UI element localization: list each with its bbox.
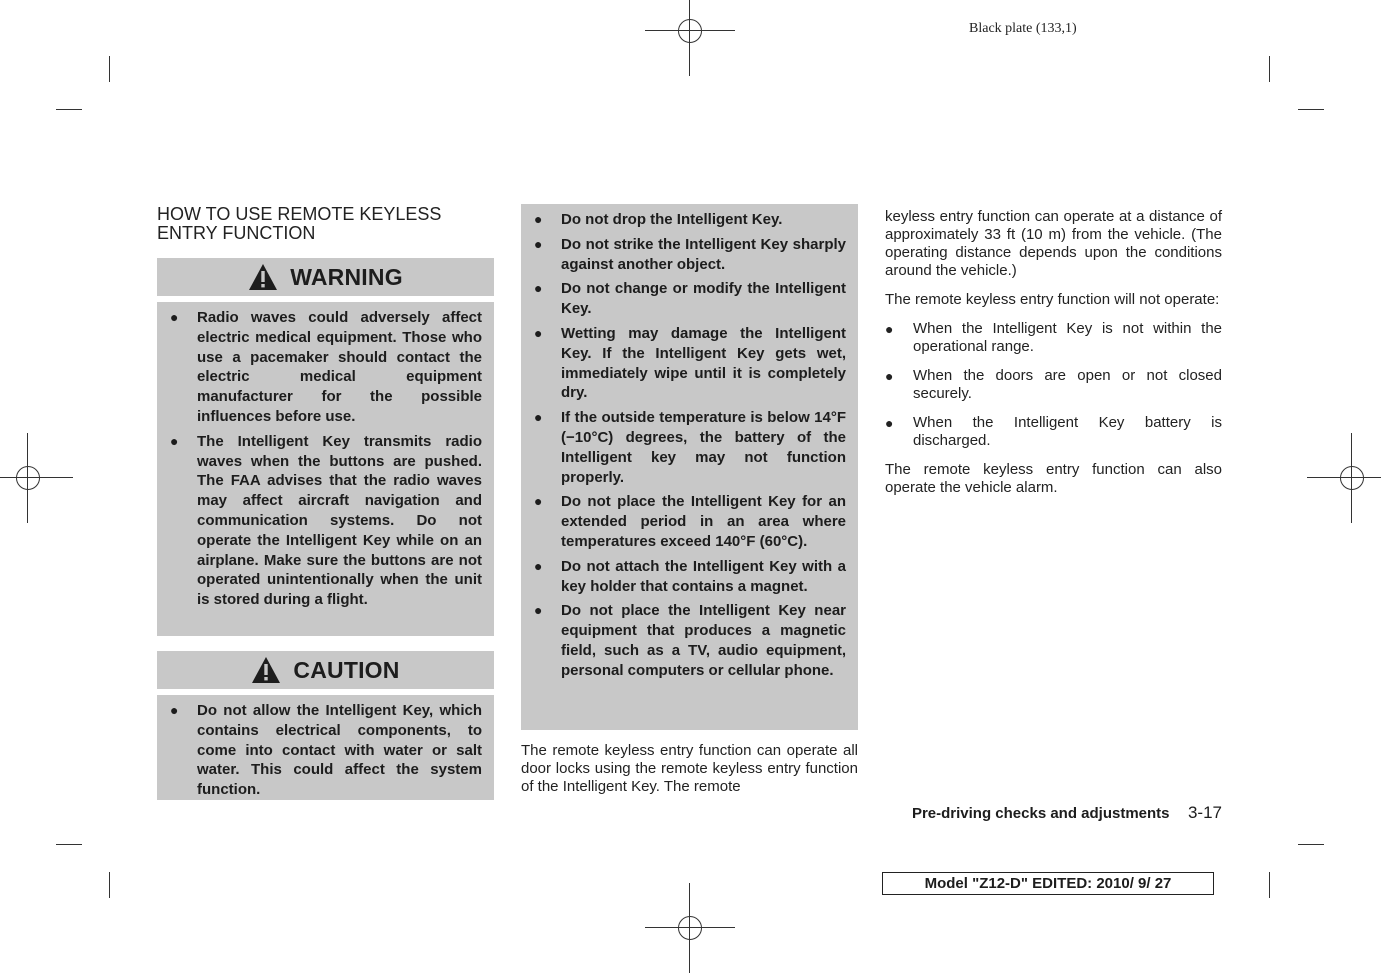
registration-mark-right — [1307, 433, 1381, 523]
warning-triangle-icon — [248, 263, 278, 291]
caution-item: ● Do not place the Intelligent Key near equipment that produces a magnetic field, such as a TV, audio equipment, personal computers or cellular phone. — [534, 602, 846, 679]
bullet-icon: ● — [534, 280, 543, 297]
bullet-icon: ● — [170, 432, 179, 449]
caution-title: CAUTION — [293, 656, 400, 683]
warning-item: ● The Intelligent Key transmits radio waves when the buttons are pushed. The FAA advises that the radio waves may affect aircraft navigation and communication systems. Do not operate the Intelligent Key while on an airplane. Make sure the buttons are not operated unintentionally when the unit is stored during a flight. — [170, 432, 482, 609]
caution-item: ● Do not place the Intelligent Key for an extended period in an area where temperatures exceed 140°F (60°C). — [534, 493, 846, 550]
caution-item: ● Do not attach the Intelligent Key with a key holder that contains a magnet. — [534, 557, 846, 595]
caution-header — [157, 651, 494, 689]
bullet-icon: ● — [885, 415, 894, 431]
crop-mark — [109, 872, 110, 898]
caution-item: ● Do not change or modify the Intelligent Key. — [534, 280, 846, 318]
list-item: ● When the Intelligent Key battery is discharged. — [885, 414, 1222, 449]
caution-item: ● Do not allow the Intelligent Key, which contains electrical components, to come into contact with water or salt water. This could affect the system function. — [170, 702, 482, 799]
caution-item: ● If the outside temperature is below 14°F (−10°C) degrees, the battery of the Intelligent key may not function properly. — [534, 409, 846, 486]
crop-mark — [109, 56, 110, 82]
caution-item: ● Do not drop the Intelligent Key. — [534, 211, 783, 228]
bullet-icon: ● — [170, 702, 179, 718]
bullet-icon: ● — [534, 602, 543, 619]
bullet-icon: ● — [885, 368, 894, 384]
caution-triangle-icon — [251, 656, 281, 684]
bullet-icon: ● — [534, 324, 543, 341]
warning-header — [157, 258, 494, 296]
caution-body — [157, 695, 494, 800]
middle-paragraph: The remote keyless entry function can operate all door locks using the remote keyless entry function of the Intelligent Key. The remote — [521, 742, 858, 795]
footer-section-title: Pre-driving checks and adjustments — [911, 805, 1170, 822]
crop-mark — [56, 109, 82, 110]
crop-mark — [1298, 109, 1324, 110]
page-footer — [860, 803, 1222, 823]
registration-mark-left — [0, 433, 73, 523]
crop-mark — [1269, 872, 1270, 898]
warning-list — [157, 308, 494, 610]
right-paragraph-2: The remote keyless entry function will not operate: — [885, 291, 1220, 308]
list-item: ● When the Intelligent Key is not within the operational range. — [885, 320, 1222, 355]
bullet-icon: ● — [534, 235, 543, 252]
caution-item: ● Wetting may damage the Intelligent Key. If the Intelligent Key gets wet, immediately wipe until it is completely dry. — [534, 324, 846, 402]
caution-continued-list — [521, 210, 858, 681]
registration-mark-bottom — [645, 883, 735, 973]
right-paragraph-1: keyless entry function can operate at a distance of approximately 33 ft (10 m) from the vehicle. (The operating distance depends upon the conditions around the vehicle.) — [885, 208, 1222, 279]
registration-mark-top — [645, 0, 735, 76]
model-edited-box: Model "Z12-D" EDITED: 2010/ 9/ 27 — [882, 872, 1214, 895]
caution-list — [157, 701, 494, 800]
list-item: ● When the doors are open or not closed securely. — [885, 367, 1222, 402]
right-paragraph-3: The remote keyless entry function can also operate the vehicle alarm. — [885, 461, 1222, 496]
warning-body — [157, 302, 494, 636]
bullet-icon: ● — [885, 321, 894, 337]
bullet-icon: ● — [534, 211, 543, 227]
page-number: 3-17 — [1187, 803, 1222, 822]
caution-continued-body — [521, 204, 858, 730]
crop-mark — [1269, 56, 1270, 82]
crop-mark — [56, 844, 82, 845]
right-list — [885, 320, 1222, 450]
plate-label: Black plate (133,1) — [969, 21, 1077, 36]
bullet-icon: ● — [534, 557, 543, 574]
bullet-icon: ● — [170, 309, 179, 325]
warning-item: ● Radio waves could adversely affect electric medical equipment. Those who use a pacemaker should contact the electric medical equipment manufacturer for the possible influences before use. — [170, 309, 482, 425]
crop-mark — [1298, 844, 1324, 845]
bullet-icon: ● — [534, 493, 543, 510]
right-column — [885, 208, 1222, 497]
section-title: HOW TO USE REMOTE KEYLESS ENTRY FUNCTION — [157, 204, 442, 243]
bullet-icon: ● — [534, 409, 543, 426]
caution-item: ● Do not strike the Intelligent Key sharply against another object. — [534, 235, 846, 273]
warning-title: WARNING — [290, 263, 403, 290]
